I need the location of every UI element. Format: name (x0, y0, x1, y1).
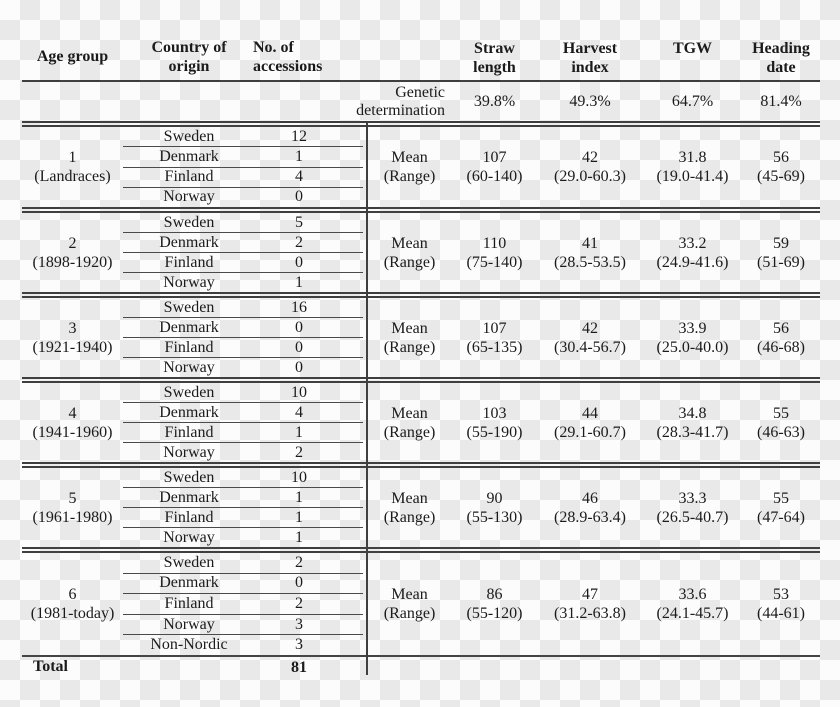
country-row (123, 614, 363, 635)
country-row (123, 422, 363, 442)
harvest-index-stat: 41 (28.5-53.5) (554, 234, 626, 271)
age-group-section-1 (0, 127, 840, 207)
accession-count: 0 (295, 338, 303, 356)
harvest-index-stat: 47 (31.2-63.8) (554, 586, 626, 622)
accession-count: 1 (295, 508, 303, 526)
accession-count: 4 (295, 403, 303, 421)
country-name: Denmark (159, 318, 219, 336)
heading-date-stat: 56 (45-69) (757, 149, 805, 185)
total-count: 81 (291, 658, 307, 676)
accession-count: 1 (295, 147, 303, 165)
country-name: Finland (164, 594, 214, 612)
harvest-index-stat: 44 (29.1-60.7) (554, 404, 626, 441)
heading-date-stat: 53 (44-61) (757, 586, 805, 622)
mean-range-label: Mean (Range) (383, 234, 436, 271)
country-row (123, 272, 363, 292)
age-group-label: 2 (1898-1920) (32, 234, 113, 271)
country-name: Sweden (163, 298, 215, 316)
header-no-of-accessions: No. of accessions (253, 38, 323, 75)
accession-count: 2 (295, 443, 303, 461)
country-row (123, 487, 363, 507)
country-row (123, 383, 363, 402)
accession-count: 1 (295, 423, 303, 441)
straw-length-stat: 86 (55-120) (466, 586, 523, 622)
accession-count: 2 (295, 553, 303, 571)
genetic-determination-straw-length: 39.8% (473, 93, 516, 110)
age-group-section-6 (0, 553, 840, 655)
country-row (123, 442, 363, 462)
total-label: Total (33, 658, 68, 675)
header-age-group: Age group (36, 48, 109, 65)
country-name: Finland (164, 253, 214, 271)
country-row (123, 337, 363, 357)
accession-count: 1 (295, 488, 303, 506)
country-name: Finland (164, 338, 214, 356)
accession-count: 2 (295, 594, 303, 612)
genetic-determination-tgw: 64.7% (671, 93, 714, 110)
country-row (123, 402, 363, 422)
country-row (123, 167, 363, 187)
column-divider-line (366, 122, 368, 675)
country-name: Sweden (163, 213, 215, 231)
country-row (123, 187, 363, 207)
country-name: Norway (163, 188, 215, 206)
country-list (123, 468, 363, 547)
tgw-stat: 34.8 (28.3-41.7) (656, 404, 729, 441)
age-group-label: 3 (1921-1940) (32, 319, 113, 356)
header-harvest-index: Harvest index (562, 40, 618, 76)
age-group-section-3 (0, 298, 840, 377)
genetic-determination-harvest-index: 49.3% (569, 93, 611, 110)
straw-length-stat: 90 (55-130) (466, 489, 523, 526)
harvest-index-stat: 46 (28.9-63.4) (554, 489, 626, 526)
tgw-stat: 33.3 (26.5-40.7) (656, 489, 729, 526)
country-row (123, 553, 363, 573)
age-group-section-4 (0, 383, 840, 462)
country-row (123, 593, 363, 614)
accession-count: 0 (295, 253, 303, 271)
accession-count: 5 (295, 213, 303, 231)
country-row (123, 232, 363, 252)
total-row (0, 657, 840, 677)
country-row (123, 357, 363, 377)
country-name: Sweden (163, 383, 215, 401)
country-name: Norway (163, 443, 215, 461)
country-list (123, 298, 363, 377)
country-name: Denmark (159, 147, 219, 165)
country-name: Norway (163, 358, 215, 376)
straw-length-stat: 107 (65-135) (466, 319, 523, 356)
mean-range-label: Mean (Range) (383, 404, 436, 441)
heading-date-stat: 55 (46-63) (757, 404, 805, 441)
country-name: Sweden (163, 468, 215, 486)
header-heading-date: Heading date (752, 40, 810, 76)
genetic-determination-heading-date: 81.4% (760, 93, 802, 110)
genetic-determination-row (0, 82, 840, 121)
accession-count: 16 (291, 298, 307, 316)
accession-count: 0 (295, 188, 303, 206)
country-row (123, 468, 363, 487)
country-name: Sweden (163, 127, 215, 145)
country-row (123, 146, 363, 166)
age-group-section-2 (0, 213, 840, 292)
heading-date-stat: 56 (46-68) (757, 319, 805, 356)
country-row (123, 507, 363, 527)
country-row (123, 298, 363, 317)
country-name: Non-Nordic (150, 636, 228, 654)
header-straw-length: Straw length (473, 40, 516, 76)
country-row (123, 634, 363, 655)
accession-count: 10 (291, 468, 307, 486)
accession-count: 10 (291, 383, 307, 401)
country-name: Denmark (159, 403, 219, 421)
country-name: Denmark (159, 574, 219, 592)
table-header-row (0, 33, 840, 80)
accession-count: 1 (295, 273, 303, 291)
country-name: Norway (163, 273, 215, 291)
heading-date-stat: 59 (51-69) (757, 234, 805, 271)
mean-range-label: Mean (Range) (383, 319, 436, 356)
accession-count: 1 (295, 528, 303, 546)
age-group-label: 4 (1941-1960) (32, 404, 113, 441)
accession-count: 12 (291, 127, 307, 145)
accession-count: 4 (295, 168, 303, 186)
country-list (123, 383, 363, 462)
age-group-label: 5 (1961-1980) (32, 489, 113, 526)
country-name: Denmark (159, 233, 219, 251)
age-group-label: 1 (Landraces) (34, 149, 111, 185)
straw-length-stat: 110 (75-140) (466, 234, 523, 271)
tgw-stat: 33.2 (24.9-41.6) (656, 234, 729, 271)
country-name: Finland (164, 168, 214, 186)
country-row (123, 127, 363, 146)
country-row (123, 573, 363, 594)
accession-count: 0 (295, 358, 303, 376)
country-name: Denmark (159, 488, 219, 506)
country-list (123, 553, 363, 655)
country-list (123, 213, 363, 292)
country-name: Finland (164, 423, 214, 441)
country-list (123, 127, 363, 207)
mean-range-label: Mean (Range) (383, 586, 436, 622)
country-name: Norway (163, 615, 215, 633)
country-row (123, 252, 363, 272)
age-group-label: 6 (1981-today) (30, 586, 115, 622)
accession-count: 3 (295, 636, 303, 654)
tgw-stat: 33.6 (24.1-45.7) (656, 586, 729, 622)
country-row (123, 213, 363, 232)
country-name: Norway (163, 528, 215, 546)
accession-count: 0 (295, 318, 303, 336)
country-row (123, 527, 363, 547)
country-row (123, 317, 363, 337)
country-name: Sweden (163, 553, 215, 571)
tgw-stat: 33.9 (25.0-40.0) (656, 319, 729, 356)
header-country-of-origin: Country of origin (151, 38, 227, 75)
age-group-section-5 (0, 468, 840, 547)
heading-date-stat: 55 (47-64) (757, 489, 805, 526)
harvest-index-stat: 42 (30.4-56.7) (554, 319, 626, 356)
genetic-determination-label: Genetic determination (356, 83, 445, 119)
mean-range-label: Mean (Range) (383, 489, 436, 526)
accession-count: 3 (295, 615, 303, 633)
header-tgw: TGW (672, 40, 713, 57)
mean-range-label: Mean (Range) (383, 149, 436, 185)
straw-length-stat: 103 (55-190) (466, 404, 523, 441)
country-name: Finland (164, 508, 214, 526)
straw-length-stat: 107 (60-140) (466, 149, 523, 185)
accession-count: 0 (295, 574, 303, 592)
accession-count: 2 (295, 233, 303, 251)
harvest-index-stat: 42 (29.0-60.3) (554, 149, 626, 185)
tgw-stat: 31.8 (19.0-41.4) (656, 149, 729, 185)
